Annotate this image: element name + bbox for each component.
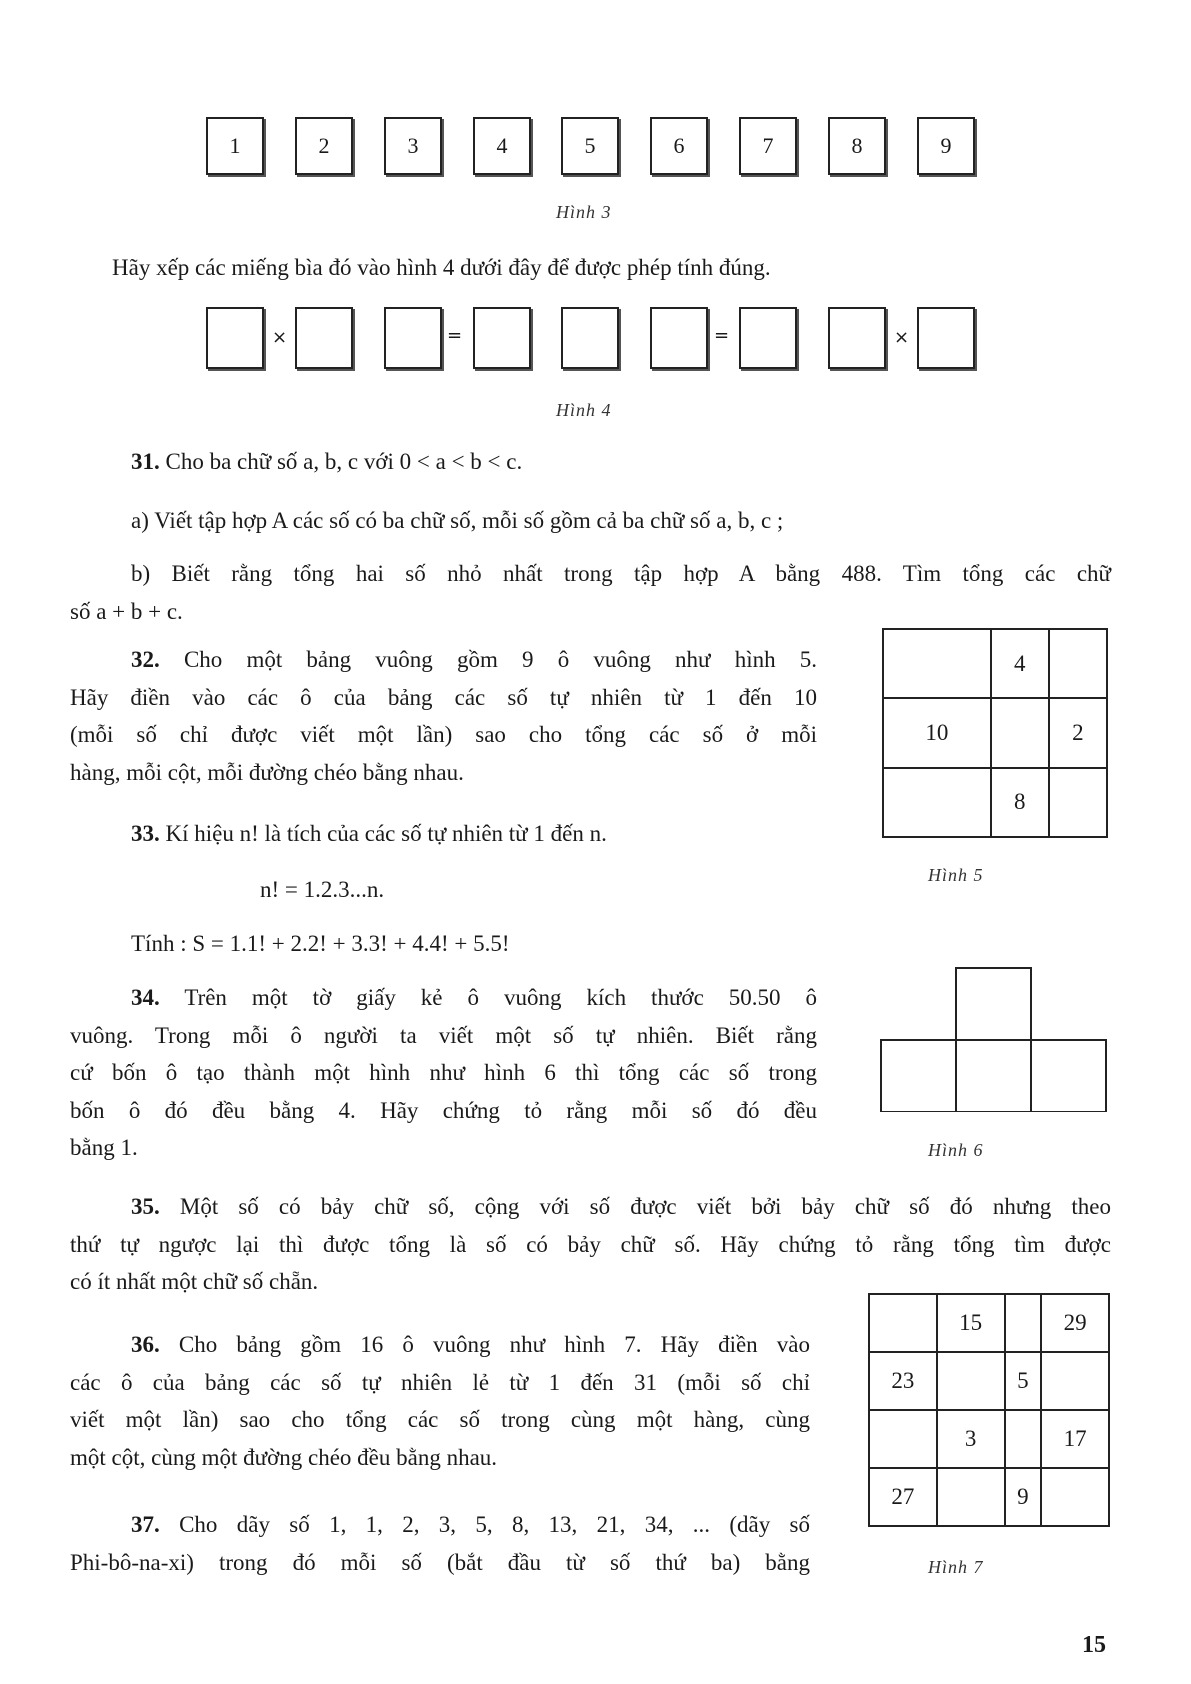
problem-number: 37. [131, 1512, 160, 1537]
tile-9: 9 [917, 117, 975, 175]
grid-cell [937, 1352, 1005, 1410]
grid-cell [869, 1410, 937, 1468]
text-line: số a + b + c. [70, 598, 183, 624]
figure-7-caption: Hình 7 [928, 1557, 984, 1577]
grid-cell: 10 [883, 698, 991, 767]
text-line: hàng, mỗi cột, mỗi đường chéo bằng nhau. [70, 759, 464, 785]
blank-box-2 [295, 307, 353, 369]
tile-4: 4 [473, 117, 531, 175]
figure-6-shape [875, 962, 1115, 1112]
grid-cell: 15 [937, 1294, 1005, 1352]
figure-5-caption: Hình 5 [928, 865, 984, 885]
tile-5: 5 [561, 117, 619, 175]
tile-3: 3 [384, 117, 442, 175]
grid-cell [883, 629, 991, 698]
grid-cell: 27 [869, 1468, 937, 1526]
blank-box-4 [473, 307, 531, 369]
problem-34 [70, 979, 817, 1167]
grid-cell [869, 1294, 937, 1352]
grid-cell: 4 [991, 629, 1049, 698]
blank-box-1 [206, 307, 264, 369]
problem-text: Cho một bảng vuông gồm 9 ô vuông như hình 5. [183, 647, 818, 672]
blank-box-3 [384, 307, 442, 369]
grid-cell [1049, 629, 1107, 698]
problem-31 [131, 443, 522, 481]
text-line: cứ bốn ô tạo thành một hình như hình 6 thì tổng các số trong [70, 1060, 817, 1085]
figure-4-caption: Hình 4 [556, 400, 612, 420]
text-line: Phi-bô-na-xi) trong đó mỗi số (bắt đầu từ số thứ ba) bằng [70, 1549, 810, 1575]
equals-operator: = [714, 325, 730, 346]
tile-2: 2 [295, 117, 353, 175]
problem-35 [70, 1188, 1111, 1301]
text-line [70, 1188, 1111, 1226]
problem-text: Cho ba chữ số a, b, c với 0 < a < b < c. [165, 449, 523, 474]
grid-cell [1005, 1410, 1042, 1468]
grid-cell [1041, 1352, 1109, 1410]
figure-6-caption: Hình 6 [928, 1140, 984, 1160]
shape-cell-middle [956, 1040, 1031, 1112]
problem-33 [131, 815, 607, 853]
times-operator: × [272, 327, 288, 348]
grid-cell: 2 [1049, 698, 1107, 767]
text-line: một cột, cùng một đường chéo đều bằng nhau. [70, 1444, 498, 1470]
problem-37 [70, 1506, 810, 1581]
text-line: b) Biết rằng tổng hai số nhỏ nhất trong tập hợp A bằng 488. Tìm tổng các chữ [131, 561, 1111, 586]
page-number: 15 [1082, 1632, 1106, 1658]
grid-cell [991, 698, 1049, 767]
shape-cell-right [1031, 1040, 1106, 1112]
text-line: có ít nhất một chữ số chẵn. [70, 1269, 319, 1294]
problem-31-part-a: a) Viết tập hợp A các số có ba chữ số, mỗi số gồm cả ba chữ số a, b, c ; [131, 508, 784, 533]
figure-5-grid [882, 628, 1108, 838]
grid-cell [937, 1468, 1005, 1526]
problem-text: Trên một tờ giấy kẻ ô vuông kích thước 50.50 ô [184, 985, 817, 1010]
figure-7-grid [868, 1293, 1110, 1527]
problem-text: Một số có bảy chữ số, cộng với số được viết bởi bảy chữ số đó nhưng theo [179, 1194, 1111, 1219]
grid-cell: 29 [1041, 1294, 1109, 1352]
text-line: bằng 1. [70, 1135, 138, 1160]
figure-3-caption: Hình 3 [556, 202, 612, 222]
problem-31-part-b [70, 555, 1111, 630]
blank-box-8 [828, 307, 886, 369]
text-line [70, 641, 817, 679]
text-line: các ô của bảng các số tự nhiên lẻ từ 1 đến 31 (mỗi số chỉ [70, 1369, 810, 1395]
problem-number: 33. [131, 821, 160, 846]
text-line: (mỗi số chỉ được viết một lần) sao cho tổng các số ở mỗi [70, 722, 817, 747]
problem-text: Kí hiệu n! là tích của các số tự nhiên từ 1 đến n. [165, 821, 607, 846]
problem-text: Cho bảng gồm 16 ô vuông như hình 7. Hãy điền vào [178, 1332, 811, 1357]
text-line [70, 1506, 810, 1544]
grid-cell: 17 [1041, 1410, 1109, 1468]
text-line: Hãy điền vào các ô của bảng các số tự nhiên từ 1 đến 10 [70, 684, 817, 710]
grid-cell [1041, 1468, 1109, 1526]
grid-cell: 8 [991, 768, 1049, 837]
shape-cell-top [956, 968, 1031, 1040]
tile-8: 8 [828, 117, 886, 175]
grid-cell [1005, 1294, 1042, 1352]
text-line: viết một lần) sao cho tổng các số trong cùng một hàng, cùng [70, 1407, 810, 1432]
shape-cell-left [881, 1040, 956, 1112]
problem-number: 32. [131, 647, 160, 672]
blank-box-5 [561, 307, 619, 369]
text-line: thứ tự ngược lại thì được tổng là số có bảy chữ số. Hãy chứng tỏ rằng tổng tìm được [70, 1231, 1111, 1257]
times-operator: × [894, 327, 910, 348]
grid-cell [1049, 768, 1107, 837]
problem-number: 34. [131, 985, 160, 1010]
grid-cell [883, 768, 991, 837]
tile-7: 7 [739, 117, 797, 175]
problem-number: 35. [131, 1194, 160, 1219]
problem-32 [70, 641, 817, 791]
text-line [70, 979, 817, 1017]
factorial-formula: n! = 1.2.3...n. [260, 877, 385, 902]
grid-cell: 9 [1005, 1468, 1042, 1526]
tile-6: 6 [650, 117, 708, 175]
equals-operator: = [447, 325, 463, 346]
text-line: bốn ô đó đều bằng 4. Hãy chứng tỏ rằng mỗi số đó đều [70, 1097, 817, 1123]
grid-cell: 23 [869, 1352, 937, 1410]
tile-1: 1 [206, 117, 264, 175]
grid-cell: 3 [937, 1410, 1005, 1468]
text-line: vuông. Trong mỗi ô người ta viết một số tự nhiên. Biết rằng [70, 1022, 817, 1048]
grid-cell: 5 [1005, 1352, 1042, 1410]
blank-box-7 [739, 307, 797, 369]
problem-text: Cho dãy số 1, 1, 2, 3, 5, 8, 13, 21, 34, ... (dãy số [179, 1512, 810, 1537]
problem-36 [70, 1326, 810, 1476]
blank-box-6 [650, 307, 708, 369]
problem-number: 36. [131, 1332, 160, 1357]
compute-expression: Tính : S = 1.1! + 2.2! + 3.3! + 4.4! + 5.5! [131, 931, 510, 956]
blank-box-9 [917, 307, 975, 369]
text-line [70, 1326, 810, 1364]
intro-text: Hãy xếp các miếng bìa đó vào hình 4 dưới đây để được phép tính đúng. [112, 255, 771, 280]
problem-number: 31. [131, 449, 160, 474]
